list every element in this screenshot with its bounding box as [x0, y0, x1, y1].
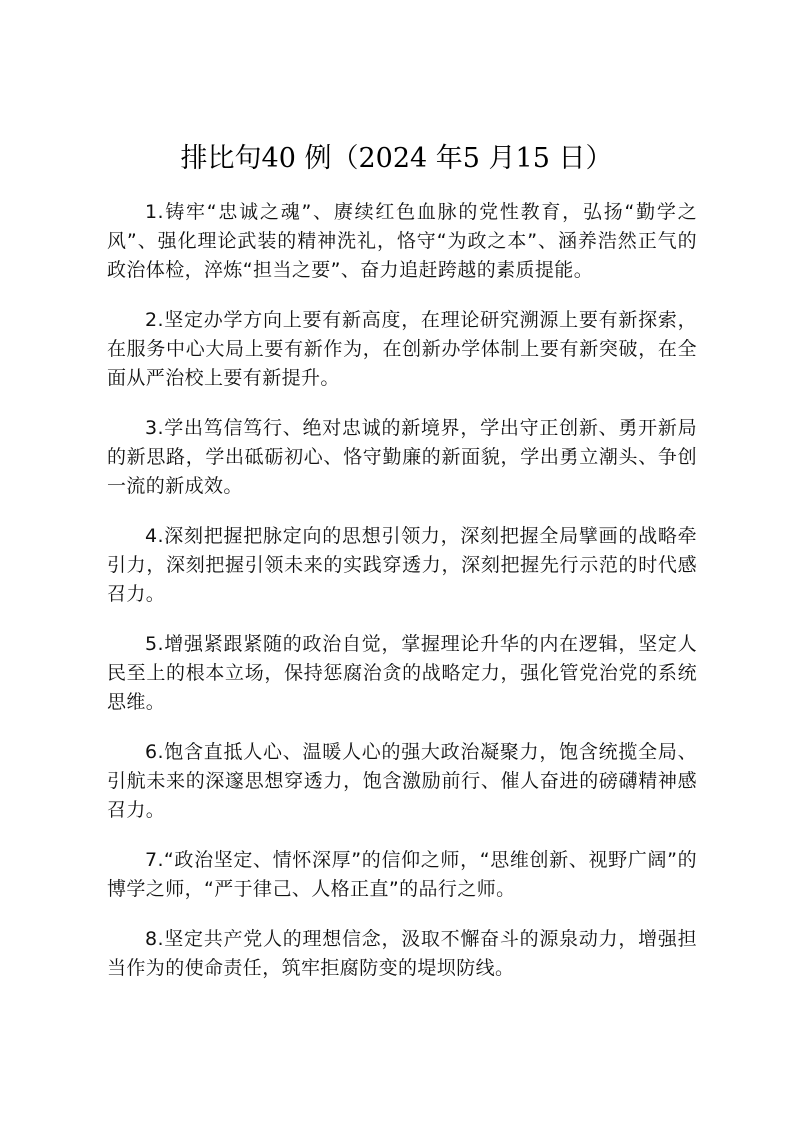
paragraph-1: 1.铸牢“忠诚之魂”、赓续红色血脉的党性教育，弘扬“勤学之风”、强化理论武装的精神洗礼，恪守“为政之本”、涵养浩然正气的政治体检，淬炼“担当之要”、奋力追赶跨越的素质提能。 [107, 201, 697, 281]
paragraph-5: 5.增强紧跟紧随的政治自觉，掌握理论升华的内在逻辑，坚定人民至上的根本立场，保持惩腐治贪的战略定力，强化管党治党的系统思维。 [107, 633, 697, 713]
paragraph-2: 2.坚定办学方向上要有新高度，在理论研究溯源上要有新探索，在服务中心大局上要有新作为，在创新办学体制上要有新突破，在全面从严治校上要有新提升。 [107, 309, 697, 389]
document-title: 排比句40 例（2024 年5 月15 日） [180, 143, 613, 174]
paragraph-6: 6.饱含直抵人心、温暖人心的强大政治凝聚力，饱含统揽全局、引航未来的深邃思想穿透力，饱含激励前行、催人奋进的磅礴精神感召力。 [107, 741, 697, 821]
paragraph-8: 8.坚定共产党人的理想信念，汲取不懈奋斗的源泉动力，增强担当作为的使命责任，筑牢拒腐防变的堤坝防线。 [107, 928, 697, 979]
paragraph-7: 7.“政治坚定、情怀深厚”的信仰之师，“思维创新、视野广阔”的博学之师，“严于律己、人格正直”的品行之师。 [107, 849, 697, 900]
document-body [107, 198, 697, 1004]
paragraph-4: 4.深刻把握把脉定向的思想引领力，深刻把握全局擘画的战略牵引力，深刻把握引领未来的实践穿透力，深刻把握先行示范的时代感召力。 [107, 525, 697, 605]
paragraph-3: 3.学出笃信笃行、绝对忠诚的新境界，学出守正创新、勇开新局的新思路，学出砥砺初心、恪守勤廉的新面貌，学出勇立潮头、争创一流的新成效。 [107, 417, 697, 497]
